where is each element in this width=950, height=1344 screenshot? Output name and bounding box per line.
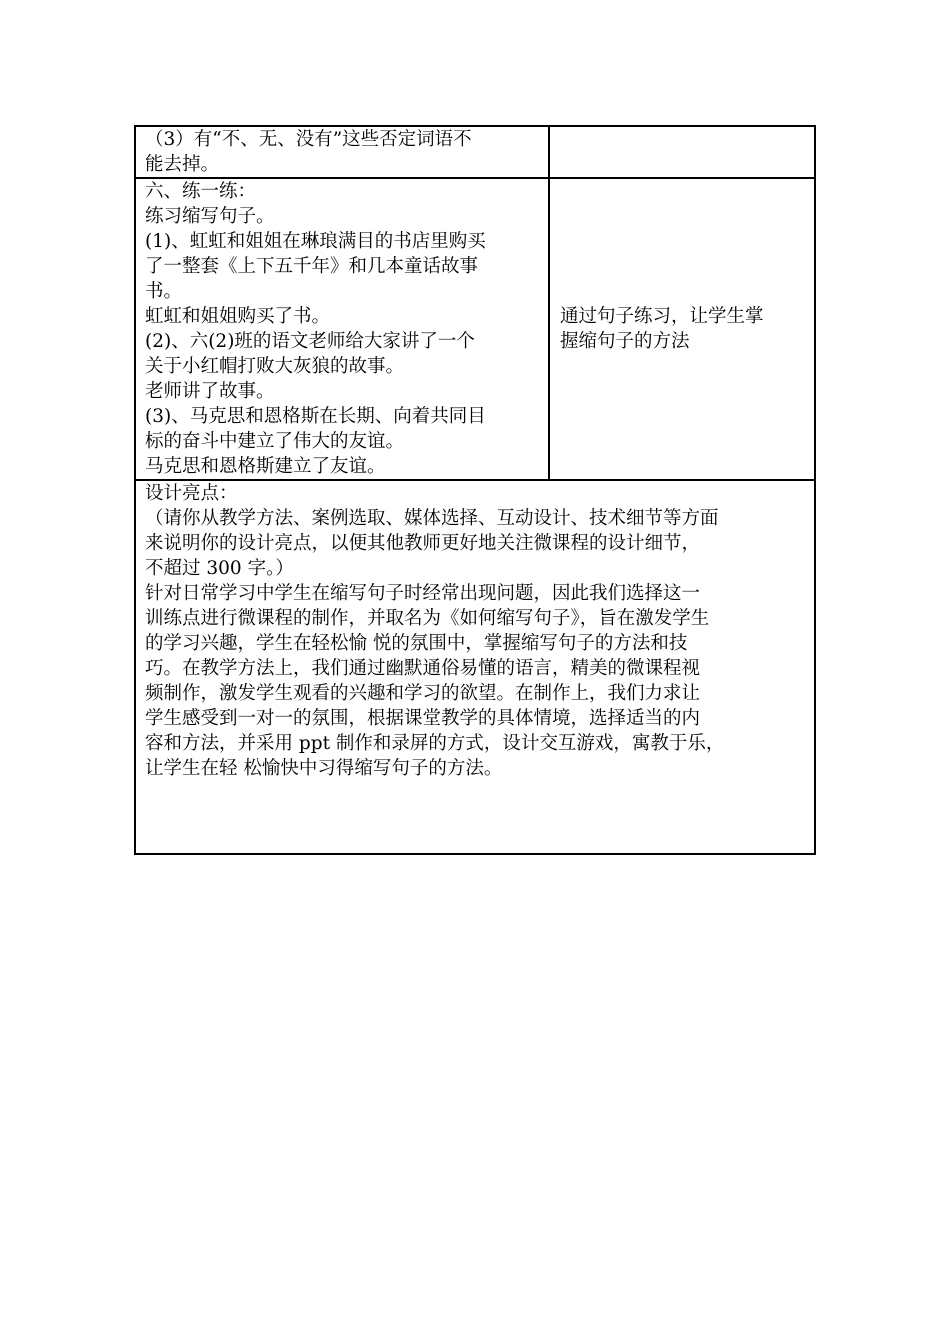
empty-note-cell <box>549 126 815 178</box>
table-row <box>135 480 815 854</box>
text-line: 频制作，激发学生观看的兴趣和学习的欲望。在制作上，我们力求让 <box>145 683 701 704</box>
table-row <box>135 126 815 178</box>
text-line: 练习缩写句子。 <box>145 206 275 227</box>
text-line: 训练点进行微课程的制作，并取名为《如何缩写句子》，旨在激发学生 <box>145 608 710 629</box>
text-line: (1)、虹虹和姐姐在琳琅满目的书店里购买 <box>145 231 486 252</box>
text-line: 针对日常学习中学生在缩写句子时经常出现问题，因此我们选择这一 <box>145 583 701 604</box>
text-line: (3)、马克思和恩格斯在长期、向着共同目 <box>145 406 486 427</box>
text-line: （3）有“不、无、没有”这些否定词语不 <box>145 129 472 150</box>
text-line: 关于小红帽打败大灰狼的故事。 <box>145 356 405 377</box>
highlights-heading: 设计亮点： <box>145 483 238 504</box>
text-line: 让学生在轻 松愉快中习得缩写句子的方法。 <box>145 758 503 779</box>
practice-exercise-cell <box>135 178 549 480</box>
text-line: 老师讲了故事。 <box>145 381 275 402</box>
text-line: 巧。在教学方法上，我们通过幽默通俗易懂的语言，精美的微课程视 <box>145 658 701 679</box>
text-line: 学生感受到一对一的氛围，根据课堂教学的具体情境，选择适当的内 <box>145 708 701 729</box>
text-line: 容和方法，并采用 ppt 制作和录屏的方式，设计交互游戏，寓教于乐， <box>145 733 725 754</box>
text-line: 不超过 300 字。） <box>145 558 294 579</box>
table-row <box>135 178 815 480</box>
text-line: 书。 <box>145 281 183 302</box>
text-line: 通过句子练习，让学生掌 <box>560 306 764 327</box>
text-line: 的学习兴趣，学生在轻松愉 悦的氛围中，掌握缩写句子的方法和技 <box>145 633 688 654</box>
practice-purpose-cell <box>549 178 815 480</box>
text-line: 能去掉。 <box>145 154 220 175</box>
text-line: 马克思和恩格斯建立了友谊。 <box>145 456 386 477</box>
exercise-heading: 六、练一练： <box>145 181 257 202</box>
text-line: （请你从教学方法、案例选取、媒体选择、互动设计、技术细节等方面 <box>145 508 719 529</box>
design-highlights-cell <box>135 480 815 854</box>
text-line: 了一整套《上下五千年》和几本童话故事 <box>145 256 479 277</box>
text-line: 来说明你的设计亮点，以便其他教师更好地关注微课程的设计细节， <box>145 533 701 554</box>
text-line: (2)、六(2)班的语文老师给大家讲了一个 <box>145 331 475 352</box>
text-line: 握缩句子的方法 <box>560 331 690 352</box>
lesson-design-table <box>134 125 816 855</box>
negation-rule-cell <box>135 126 549 178</box>
text-line: 虹虹和姐姐购买了书。 <box>145 306 331 327</box>
text-line: 标的奋斗中建立了伟大的友谊。 <box>145 431 405 452</box>
